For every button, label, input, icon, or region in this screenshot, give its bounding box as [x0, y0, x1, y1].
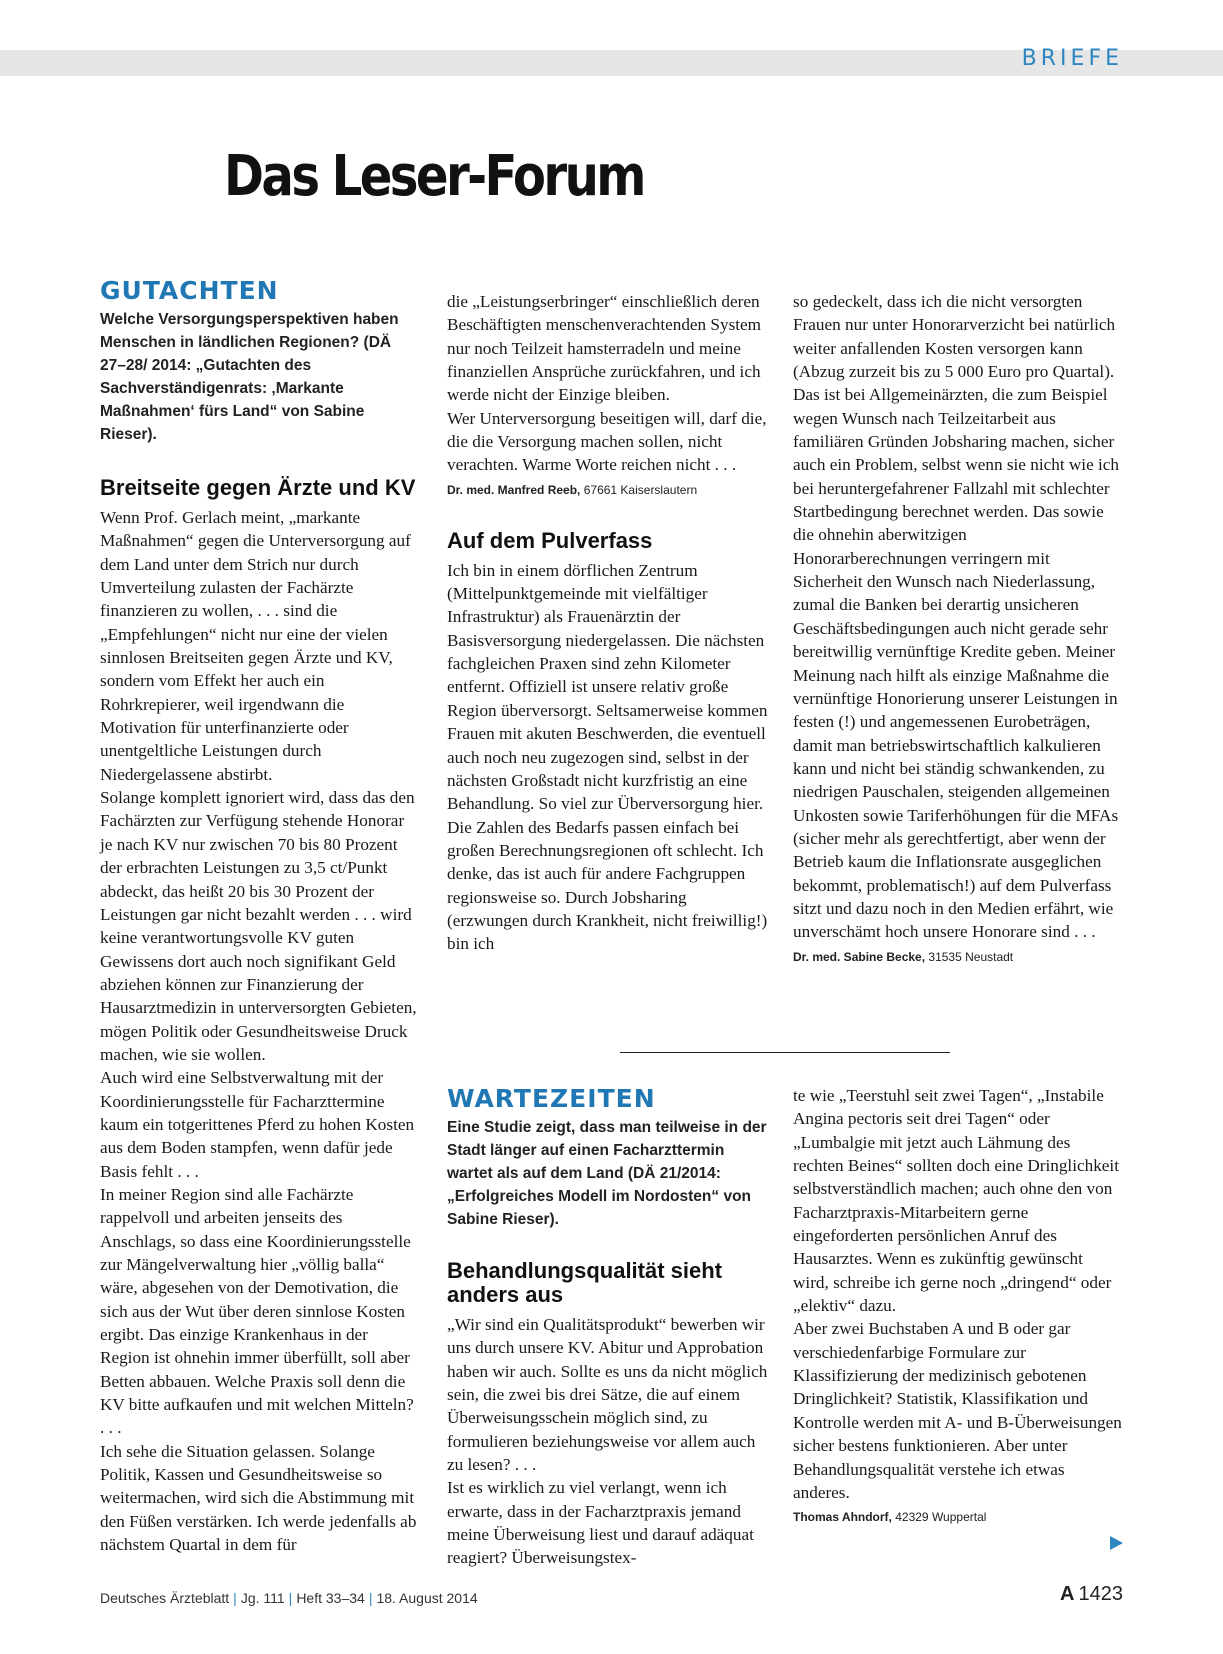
- author-name: Thomas Ahndorf,: [793, 1510, 892, 1525]
- section-label: BRIEFE: [1021, 46, 1123, 71]
- volume: Jg. 111: [240, 1590, 285, 1606]
- author-place: 67661 Kaiserslautern: [583, 482, 698, 497]
- headline-breitseite: Breitseite gegen Ärzte und KV: [100, 475, 416, 500]
- column-2: [447, 290, 769, 956]
- letter-3-body-part-2: te wie „Teerstuhl seit zwei Tagen“, „Instabile Angina pectoris seit drei Tagen“ oder „Lumbalgie mit jetzt auch Lähmung des rechten Beines“ sollten doch eine Dringlichkeit selbstverständlich machen; auch ohne den von Facharztpraxis-Mitarbeitern gerne eingeforderten persönlichen Anruf des Hausarztes. Wenn es zukünftig gewünscht wird, schreibe ich gerne noch „dringend“ oder „elektiv“ dazu. Aber zwei Buchstaben A und B oder gar verschiedenfarbige Formulare zur Klassifizierung der medizinisch gebotenen Dringlichkeit? Statistik, Klassifikation und Kontrolle werden mit A- und B-Überweisungen sicher bestens funktionieren. Aber unter Behandlungsqualität verstehe ich etwas anderes.: [793, 1086, 1122, 1502]
- page-number-value: 1423: [1078, 1583, 1123, 1605]
- letter-1-body-part-2: die „Leistungserbringer“ einschließlich deren Beschäftigten menschenverachtenden System nur noch Teilzeit hamsterradeln und meine finanziellen Ansprüche zurückfahren, und ich werde nicht der Einzige bleiben. Wer Unterversorgung beseitigen will, darf die, die die Versorgung machen sollen, nicht verachten. Warme Worte reichen nicht . . .: [447, 292, 767, 475]
- letter-1-body-part-1: Wenn Prof. Gerlach meint, „markante Maßnahmen“ gegen die Unterversorgung auf dem Land unter dem Strich nur durch Umverteilung zulasten der Fachärzte finanzieren zu wollen, . . . sind die „Empfehlungen“ nicht nur eine der vielen sinnlosen Breitseiten gegen Ärzte und KV, sondern vom Effekt her auch ein Rohrkrepierer, weil irgendwann die Motivation für unterfinanzierte oder unentgeltliche Leistungen durch Niedergelassene abstirbt. Solange komplett ignoriert wird, dass das den Fachärzten zur Verfügung stehende Honorar je nach KV nur zwischen 70 bis 80 Prozent der erbrachten Leistungen zu 3,5 ct/Punkt abdeckt, das heißt 20 bis 30 Prozent der Leistungen gar nicht bezahlt werden . . . wird keine verantwortungsvolle KV guten Gewissens dort auch noch signifikant Geld abziehen können zur Finanzierung der Hausarztmedizin in unterversorgten Gebieten, mögen Politik oder Gesundheitsweise Druck machen, wie sie wollen. Auch wird eine Selbstverwaltung mit der Koordinierungsstelle für Facharzttermine kaum ein totgerittenes Pferd zu hohen Kosten aus dem Boden stampfen, wenn dafür jede Basis fehlt . . . In meiner Region sind alle Fachärzte rappelvoll und arbeiten jenseits des Anschlags, so dass eine Koordinierungsstelle zur Mängelverwaltung hier „völlig balla“ wäre, abgesehen von der Demotivation, die sich aus der Wut über deren sinnlose Kosten ergibt. Das einzige Krankenhaus in der Region ist ohnehin immer überfüllt, soll aber Betten abbauen. Welche Praxis soll denn die KV bitte aufkaufen und mit welchen Mitteln? . . . Ich sehe die Situation gelassen. Solange Politik, Kassen und Gesundheitsweise so weitermachen, wird sich die Abstimmung mit den Füßen verstärken. Ich werde jedenfalls ab nächstem Quartal in dem für: [100, 508, 417, 1555]
- column-2-lower: [447, 1084, 769, 1570]
- column-3: [793, 290, 1123, 966]
- issue-date: 18. August 2014: [376, 1590, 478, 1606]
- page-letter: A: [1060, 1583, 1075, 1605]
- footer: Deutsches Ärzteblatt | Jg. 111 | Heft 33–34 | 18. August 2014: [100, 1590, 478, 1606]
- section-divider: [620, 1052, 950, 1053]
- column-3-lower: [793, 1084, 1123, 1526]
- author-name: Dr. med. Sabine Becke,: [793, 949, 926, 964]
- author-place: 31535 Neustadt: [928, 949, 1014, 964]
- signature-reeb: [447, 481, 769, 499]
- letter-2-body-part-1: Ich bin in einem dörflichen Zentrum (Mittelpunktgemeinde mit vielfältiger Infrastruktur) als Frauenärztin der Basisversorgung niedergelassen. Die nächsten fachgleichen Praxen sind zehn Kilometer entfernt. Offiziell ist unsere relativ große Region überversorgt. Seltsamerweise kommen Frauen mit akuten Beschwerden, die eventuell auch noch neu zugezogen sind, selbst in der nächsten Großstadt nicht kurzfristig an eine Behandlung. So viel zur Überversorgung hier. Die Zahlen des Bedarfs passen einfach bei großen Berechnungsregionen oft schlecht. Ich denke, das ist auch für andere Fachgruppen regionsweise so. Durch Jobsharing (erzwungen durch Krankheit, nicht freiwillig!) bin ich: [447, 560, 768, 954]
- rubric-gutachten: GUTACHTEN: [100, 276, 279, 305]
- letter-3-body-part-1: „Wir sind ein Qualitätsprodukt“ bewerben wir uns durch unsere KV. Abitur und Approbation haben wir auch. Sollte es uns da nicht möglich sein, die zwei bis drei Sätze, die auf einem Überweisungsschein möglich sind, zu formulieren beziehungsweise vor allem auch zu lesen? . . . Ist es wirklich zu viel verlangt, wenn ich erwarte, dass in der Facharztpraxis jemand meine Überweisung liest und darauf adäquat reagiert? Überweisungstex-: [447, 1315, 768, 1568]
- headline-behandlungsqualitaet: Behandlungsqualität sieht anders aus: [447, 1258, 723, 1307]
- page-number: [1060, 1583, 1123, 1606]
- issue: Heft 33–34: [296, 1590, 365, 1606]
- letter-2-body-part-2: so gedeckelt, dass ich die nicht versorgten Frauen nur unter Honorarverzicht bei natürlich weiter anfallenden Kosten versorgen kann (Abzug zurzeit bis zu 5 000 Euro pro Quartal). Das ist bei Allgemeinärzten, die zum Beispiel wegen Wunsch nach Teilzeitarbeit aus familiären Gründen Jobsharing machen, sicher auch ein Problem, selbst wenn sie nicht wie ich bei heruntergefahrener Fallzahl mit schlechter Startbedingung berechnet werden. Das sowie die ohnehin aberwitzigen Honorarberechnungen verringern mit Sicherheit den Wunsch nach Niederlassung, zumal die Banken bei derartig unsicheren Geschäftsbedingungen auch nicht gerade sehr bereitwillig vernünftige Kredite geben. Meiner Meinung nach hilft als einzige Maßnahme die vernünftige Honorierung unserer Leistungen in festen (!) und angemessenen Eurobeträgen, damit man betriebswirtschaftlich kalkulieren kann und nicht bei ständig schwankenden, zu niedrigen Pauschalen, steigenden allgemeinen Unkosten sowie Tariferhöhungen für die MFAs (sicher mehr als gerechtfertigt, aber wenn der Betrieb kaum die Inflationsrate ausgeglichen bekommt, problematisch!) auf dem Pulverfass sitzt und dazu noch in den Medien erfährt, wie unverschämt hoch unsere Honorare sind . . .: [793, 292, 1120, 942]
- page-title: Das Leser-Forum: [224, 144, 644, 209]
- author-name: Dr. med. Manfred Reeb,: [447, 482, 581, 497]
- signature-becke: [793, 948, 1123, 966]
- headline-pulverfass: Auf dem Pulverfass: [447, 527, 653, 553]
- signature-ahndorf: [793, 1508, 1123, 1526]
- author-place: 42329 Wuppertal: [895, 1510, 987, 1525]
- journal-name: Deutsches Ärzteblatt: [100, 1590, 230, 1606]
- rubric-wartezeiten: WARTEZEITEN: [447, 1084, 656, 1113]
- lead-gutachten: Welche Versorgungsperspektiven haben Menschen in ländlichen Regionen? (DÄ 27–28/ 2014: „Gutachten des Sachverständigenrats: ‚Markante Maßnahmen‘ fürs Land“ von Sabine Rieser).: [100, 311, 399, 443]
- lead-wartezeiten: Eine Studie zeigt, dass man teilweise in der Stadt länger auf einen Facharzttermin wartet als auf dem Land (DÄ 21/2014: „Erfolgreiches Modell im Nordosten“ von Sabine Rieser).: [447, 1119, 767, 1228]
- continue-arrow-icon: [1110, 1536, 1123, 1550]
- column-1: [100, 276, 418, 1556]
